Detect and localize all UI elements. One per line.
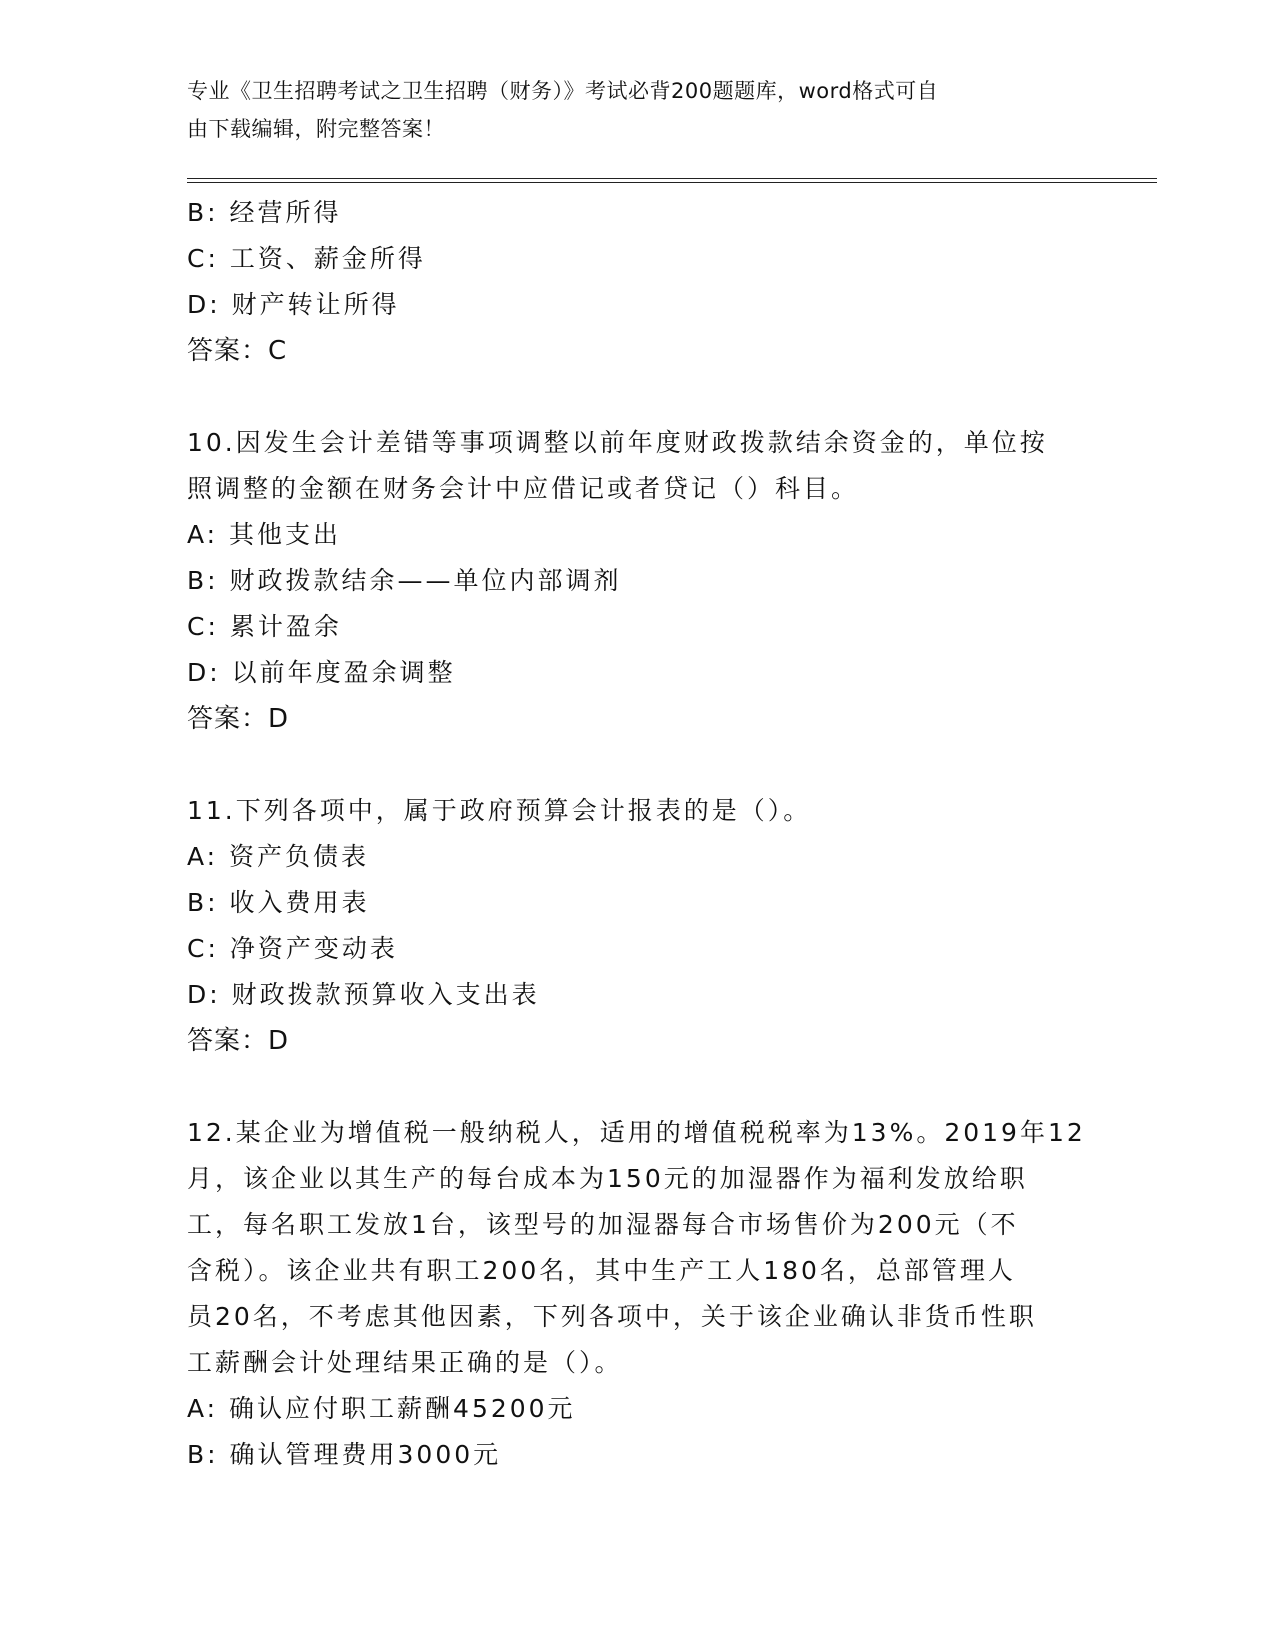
spacer — [187, 1064, 1087, 1110]
option-d: D: 以前年度盈余调整 — [187, 658, 456, 687]
question-list — [187, 190, 1087, 1478]
option-c: C: 工资、薪金所得 — [187, 244, 426, 273]
spacer — [187, 374, 1087, 420]
option-c: C: 净资产变动表 — [187, 934, 398, 963]
question-stem: 10.因发生会计差错等事项调整以前年度财政拨款结余资金的，单位按 — [187, 428, 1048, 457]
question-9 — [187, 190, 1087, 374]
option-a: A: 其他支出 — [187, 520, 342, 549]
answer-text: 答案：D — [187, 704, 290, 734]
option-a: A: 确认应付职工薪酬45200元 — [187, 1394, 576, 1423]
document-header — [187, 72, 1067, 148]
option-b: B: 收入费用表 — [187, 888, 370, 917]
option-d: D: 财政拨款预算收入支出表 — [187, 980, 540, 1009]
option-b: B: 确认管理费用3000元 — [187, 1440, 502, 1469]
question-stem: 照调整的金额在财务会计中应借记或者贷记（）科目。 — [187, 474, 860, 503]
option-d: D: 财产转让所得 — [187, 290, 400, 319]
question-stem: 12.某企业为增值税一般纳税人，适用的增值税税率为13%。2019年12 — [187, 1118, 1086, 1147]
question-stem: 含税）。该企业共有职工200名，其中生产工人180名，总部管理人 — [187, 1256, 1016, 1285]
question-stem: 月，该企业以其生产的每台成本为150元的加湿器作为福利发放给职 — [187, 1164, 1028, 1193]
option-c: C: 累计盈余 — [187, 612, 342, 641]
question-stem: 工，每名职工发放1台，该型号的加湿器每合市场售价为200元（不 — [187, 1210, 1019, 1239]
question-11 — [187, 788, 1087, 1064]
question-10 — [187, 420, 1087, 742]
question-12 — [187, 1110, 1087, 1478]
header-line-2: 由下载编辑，附完整答案！ — [187, 117, 445, 141]
header-line-1: 专业《卫生招聘考试之卫生招聘（财务）》考试必背200题题库，word格式可自 — [187, 79, 939, 103]
option-a: A: 资产负债表 — [187, 842, 370, 871]
spacer — [187, 742, 1087, 788]
question-stem: 11.下列各项中，属于政府预算会计报表的是（）。 — [187, 796, 812, 825]
answer-text: 答案：C — [187, 336, 288, 366]
option-b: B: 财政拨款结余——单位内部调剂 — [187, 566, 622, 595]
question-stem: 员20名，不考虑其他因素，下列各项中，关于该企业确认非货币性职 — [187, 1302, 1037, 1331]
answer-text: 答案：D — [187, 1026, 290, 1056]
question-stem: 工薪酬会计处理结果正确的是（）。 — [187, 1348, 623, 1377]
option-b: B: 经营所得 — [187, 198, 342, 227]
header-divider — [187, 178, 1157, 183]
